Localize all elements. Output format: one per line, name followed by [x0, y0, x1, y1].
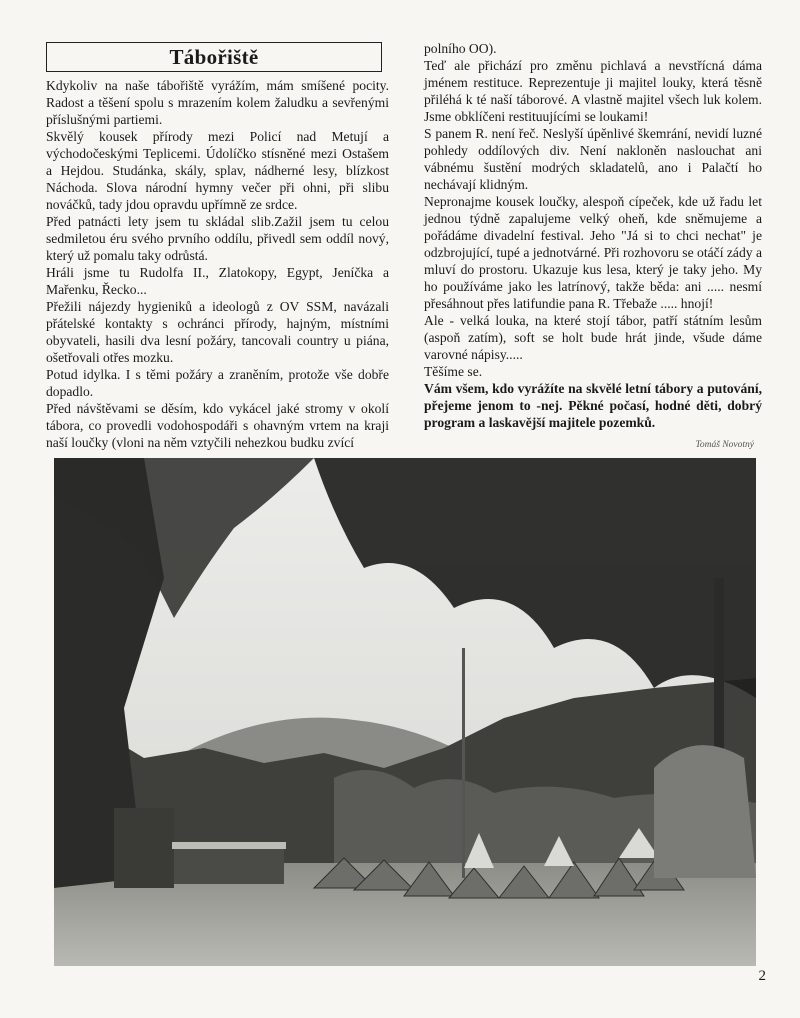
paragraph: Nepronajme kousek loučky, alespoň cípeček, kde už řadu let jednou týdně zapalujeme velký oheň, kde sněmujeme a pořádáme divadelní festival. Jeho "Já si to chci nechat" je odzbrojující, tupé a jednotvárné. Při rozhovoru se otáčí zády a mluví do prostoru. Ukazuje kus lesa, který je taky jeho. My ho používáme jako les latrínový, takže běda: ani ..... nesmí přesáhnout přes latifundie pana R. Třebaže ..... hnojí!: [424, 194, 762, 311]
paragraph: S panem R. není řeč. Neslyší úpěnlivé škemrání, nevidí luzné pohledy oddílových div. Není nakloněn naslouchat ani vábnému šustění modrých skladatelů, ano i Palačtí ho nechávají klidným.: [424, 126, 762, 192]
article-title: Tábořiště: [46, 42, 382, 72]
left-column: [46, 77, 389, 451]
camp-photo: [54, 458, 756, 966]
closing-wish: Vám všem, kdo vyrážíte na skvělé letní tábory a putování, přejeme jenom to -nej. Pěkné počasí, hodné děti, dobrý program a laskavější majitele pozemků.: [424, 381, 762, 430]
paragraph: Ale - velká louka, na které stojí tábor, patří státním lesům (aspoň zatím), soft se holt bude hrát jinde, všude dáme varovné nápisy.....: [424, 313, 762, 362]
paragraph: Potud idylka. I s těmi požáry a zraněním, protože vše dobře dopadlo.: [46, 367, 389, 399]
page-number: 2: [758, 968, 766, 984]
paragraph: Přežili nájezdy hygieniků a ideologů z OV SSM, navázali přátelské kontakty s ochránci přírody, hajným, místními obyvateli, hasili dva lesní požáry, tancovali country u piána, ošetřovali otřes mozku.: [46, 299, 389, 365]
paragraph: Kdykoliv na naše tábořiště vyrážím, mám smíšené pocity. Radost a těšení spolu s mrazením kolem žaludku a sevřenými příslušnými partiemi.: [46, 78, 389, 127]
paragraph: Teď ale přichází pro změnu pichlavá a nevstřícná dáma jménem restituce. Reprezentuje ji majitel louky, která těsně přiléhá k té naší táborové. A vlastně majitel všech luk kolem. Jsme obklíčeni restituujícími se loukami!: [424, 58, 762, 124]
author-signature: Tomáš Novotný: [695, 440, 754, 450]
paragraph: polního OO).: [424, 41, 497, 56]
paragraph: Těšíme se.: [424, 364, 483, 379]
right-column: [424, 40, 762, 454]
paragraph: Hráli jsme tu Rudolfa II., Zlatokopy, Egypt, Jeníčka a Mařenku, Řecko...: [46, 265, 389, 297]
paragraph: Před patnácti lety jsem tu skládal slib.Zažil jsem tu celou sedmiletou éru svého prvního oddílu, přivedl sem oddíl nový, který už pomalu taky odrůstá.: [46, 214, 389, 263]
paragraph: Skvělý kousek přírody mezi Policí nad Metují a východočeskými Teplicemi. Údolíčko stísněné mezi Ostašem a Hejdou. Studánka, skály, splav, nádherné lesy, blízkost Náchoda. Slova národní hymny večer při ohni, při slibu nováčků, tady jdou opravdu upřímně ze srdce.: [46, 129, 389, 212]
paragraph: Před návštěvami se děsím, kdo vykácel jaké stromy v okolí tábora, co provedli vodohospodáři s ohavným vrtem na kraji naší loučky (vloni na něm vztyčili nehezkou budku zvící: [46, 401, 389, 450]
